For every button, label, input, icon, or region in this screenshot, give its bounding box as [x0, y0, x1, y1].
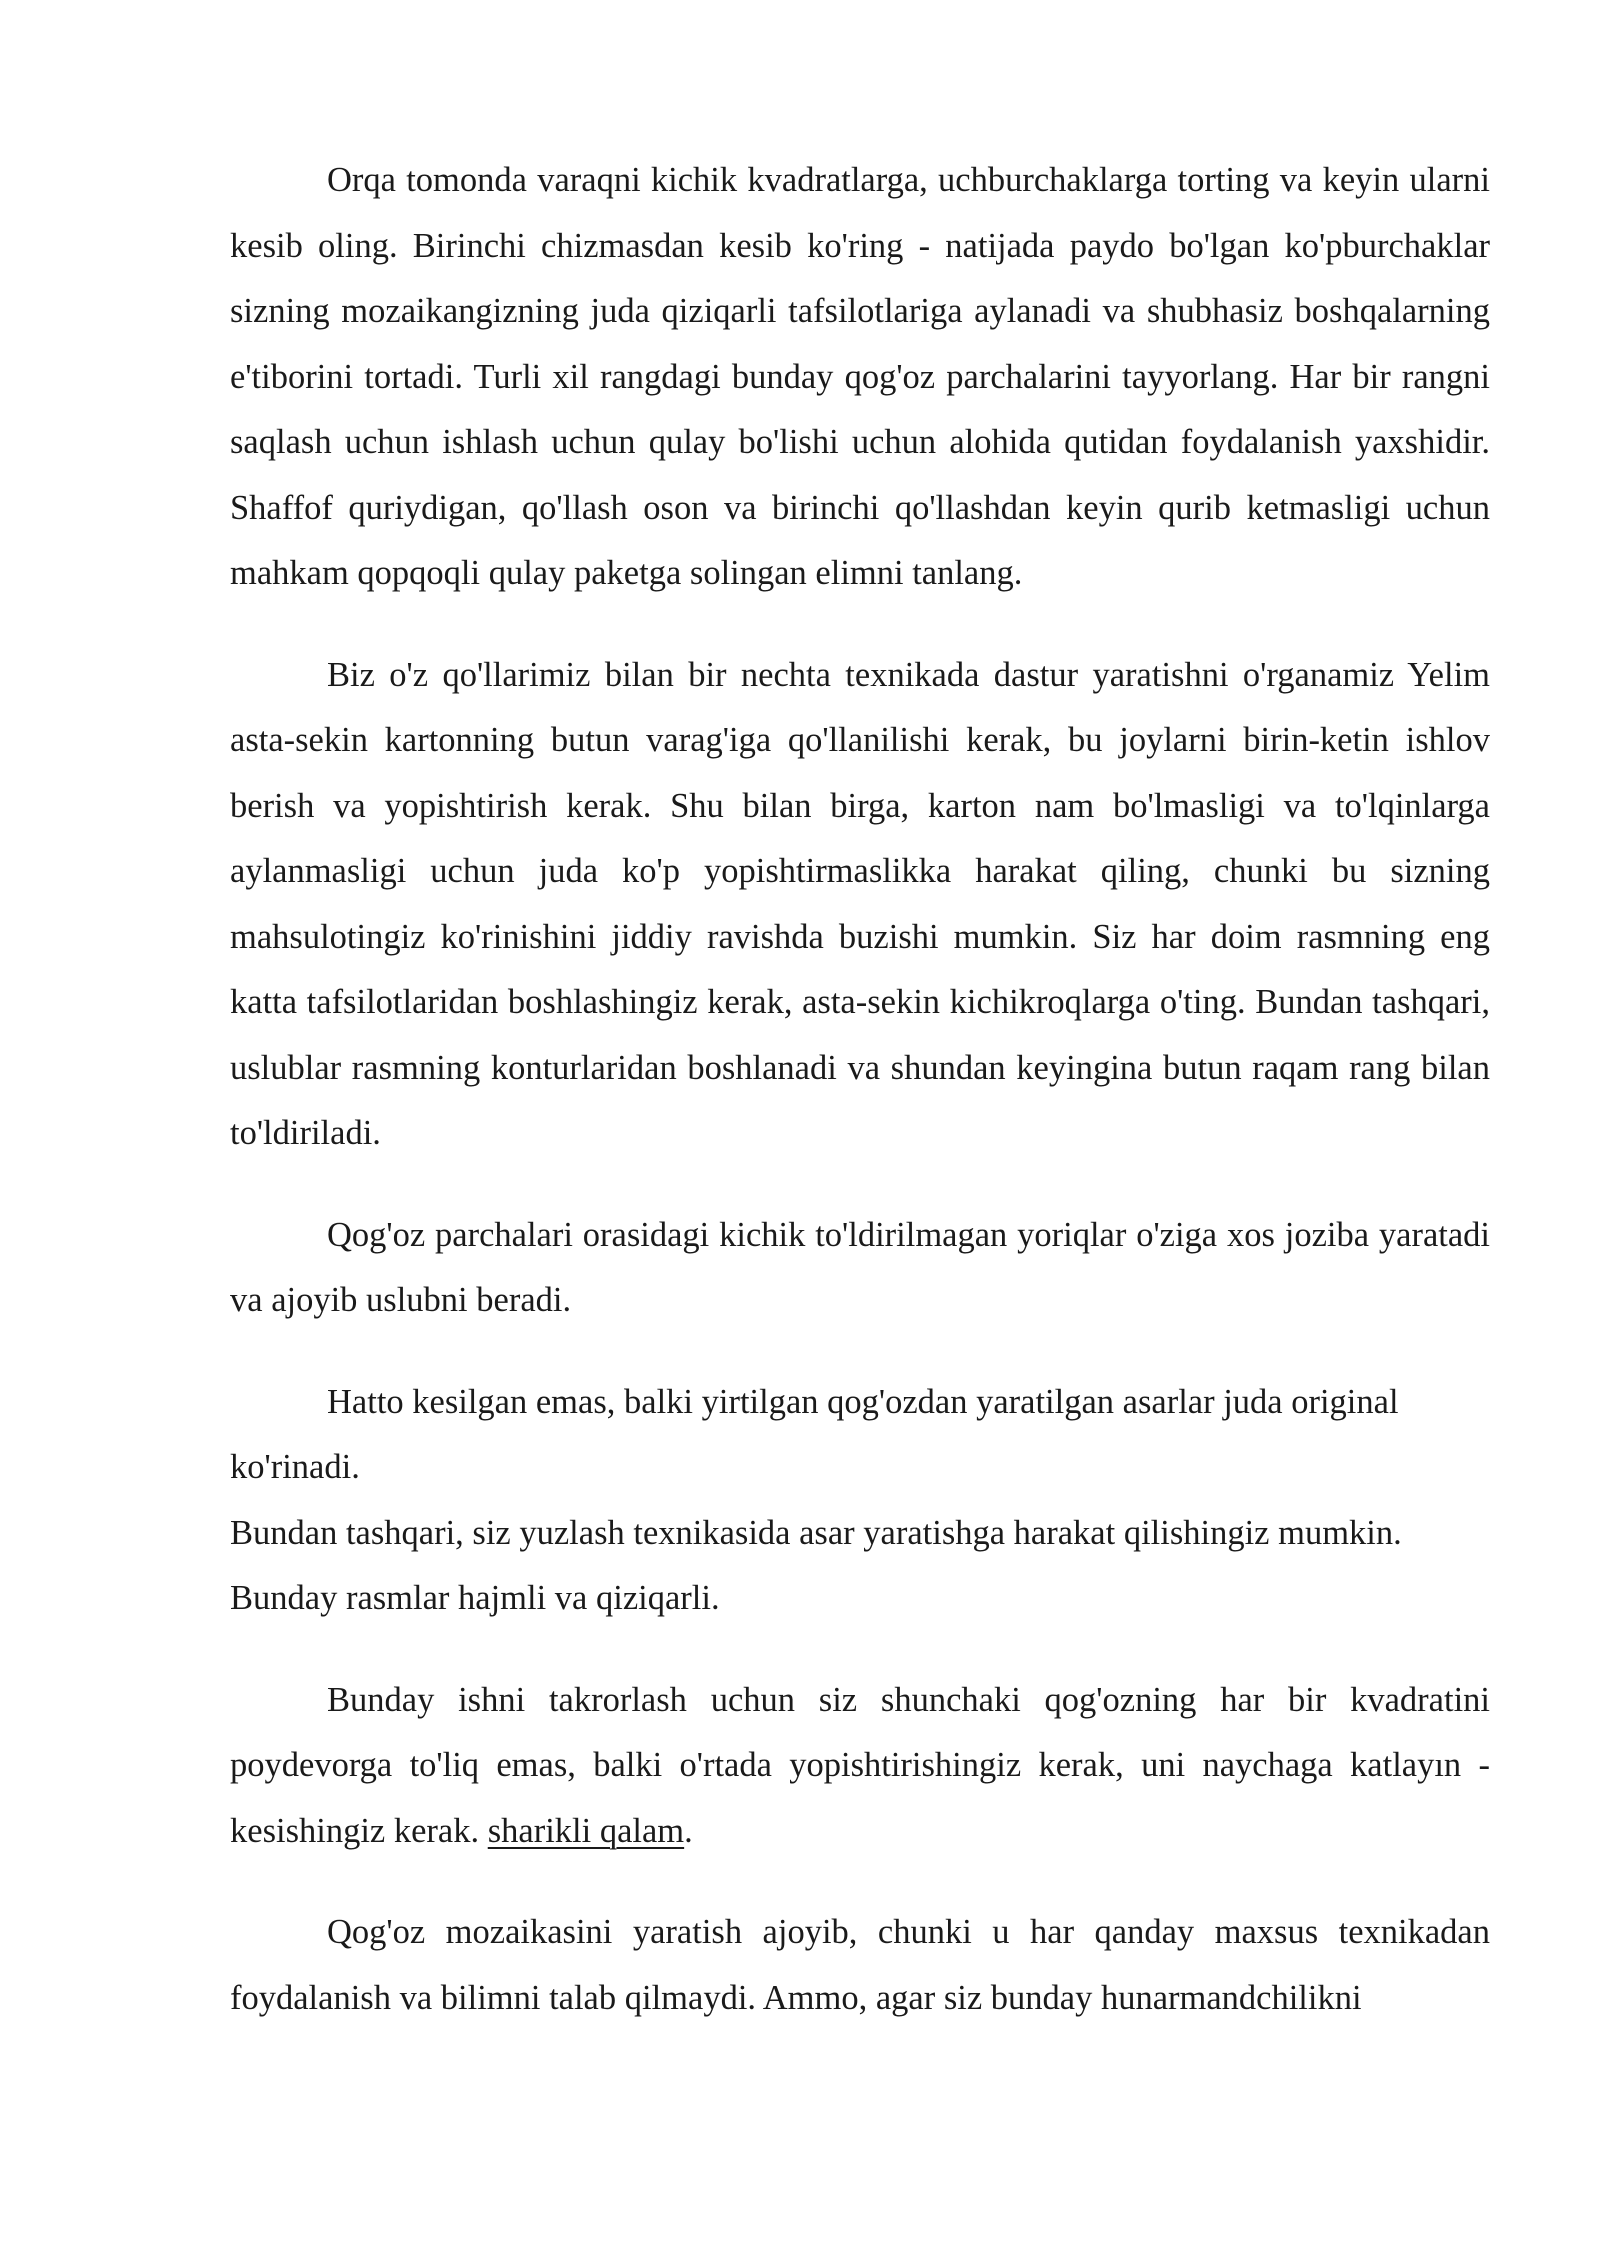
paragraph-4: [230, 1370, 1490, 1632]
paragraph-3: Qog'oz parchalari orasidagi kichik to'ldirilmagan yoriqlar o'ziga xos joziba yaratadi va ajoyib uslubni beradi.: [230, 1215, 1490, 1319]
paragraph-4-line-1: Hatto kesilgan emas, balki yirtilgan qog'ozdan yaratilgan asarlar juda original: [327, 1382, 1399, 1421]
paragraph-2-part-1: Biz o'z qo'llarimiz bilan bir nechta texnikada dastur yaratishni o'rganamiz Yelim asta-sekin kartonning butun varag'iga qo'llanilishi kerak, bu joylarni birin-ketin ishlov berish va yopishtirish kerak. Shu bilan birga, karton nam bo'lmasligi va to'lqinlarga aylanmasligi uchun juda ko'p yopishtirmaslikka harakat qiling, chunki bu sizning mahsulotingiz ko'rinishini jiddiy ravishda buzishi mumkin.: [230, 655, 1490, 956]
document-body: [230, 148, 1490, 2031]
paragraph-2: [230, 643, 1490, 1167]
paragraph-4-line-3: Bundan tashqari, siz yuzlash texnikasida asar yaratishga harakat qilishingiz mumkin.: [230, 1513, 1402, 1552]
paragraph-1: Orqa tomonda varaqni kichik kvadratlarga, uchburchaklarga torting va keyin ularni kesib oling. Birinchi chizmasdan kesib ko'ring - natijada paydo bo'lgan ko'pburchaklar sizning mozaikangizning juda qiziqarli tafsilotlariga aylanadi va shubhasiz boshqalarning e'tiborini tortadi. Turli xil rangdagi bunday qog'oz parchalarini tayyorlang. Har bir rangni saqlash uchun ishlash uchun qulay bo'lishi uchun alohida qutidan foydalanish yaxshidir. Shaffof quriydigan, qo'llash oson va birinchi qo'llashdan keyin qurib ketmasligi uchun mahkam qopqoqli qulay paketga solingan elimni tanlang.: [230, 161, 1490, 592]
sharikli-qalam-link[interactable]: sharikli qalam: [487, 1811, 685, 1850]
paragraph-2-part-2: Siz har doim rasmning eng katta tafsilotlaridan boshlashingiz kerak, asta-sekin kichikroqlarga o'ting. Bundan tashqari, uslublar rasmning konturlaridan boshlanadi va shundan keyingina butun raqam rang bilan to'ldiriladi.: [230, 917, 1490, 1152]
paragraph-4-line-2: ko'rinadi.: [230, 1448, 360, 1486]
paragraph-5: [230, 1668, 1490, 1865]
paragraph-4-line-4: Bunday rasmlar hajmli va qiziqarli.: [230, 1579, 720, 1617]
paragraph-6: Qog'oz mozaikasini yaratish ajoyib, chunki u har qanday maxsus texnikadan foydalanish va bilimni talab qilmaydi. Ammo, agar siz bunday hunarmandchilikni: [230, 1913, 1490, 2017]
paragraph-5-text: Bunday ishni takrorlash uchun siz shunchaki qog'ozning har bir kvadratini poydevorga to'liq emas, balki o'rtada yopishtirishingiz kerak, uni naychaga katlayın - kesishingiz kerak.: [230, 1680, 1490, 1850]
paragraph-5-end: .: [684, 1811, 693, 1850]
